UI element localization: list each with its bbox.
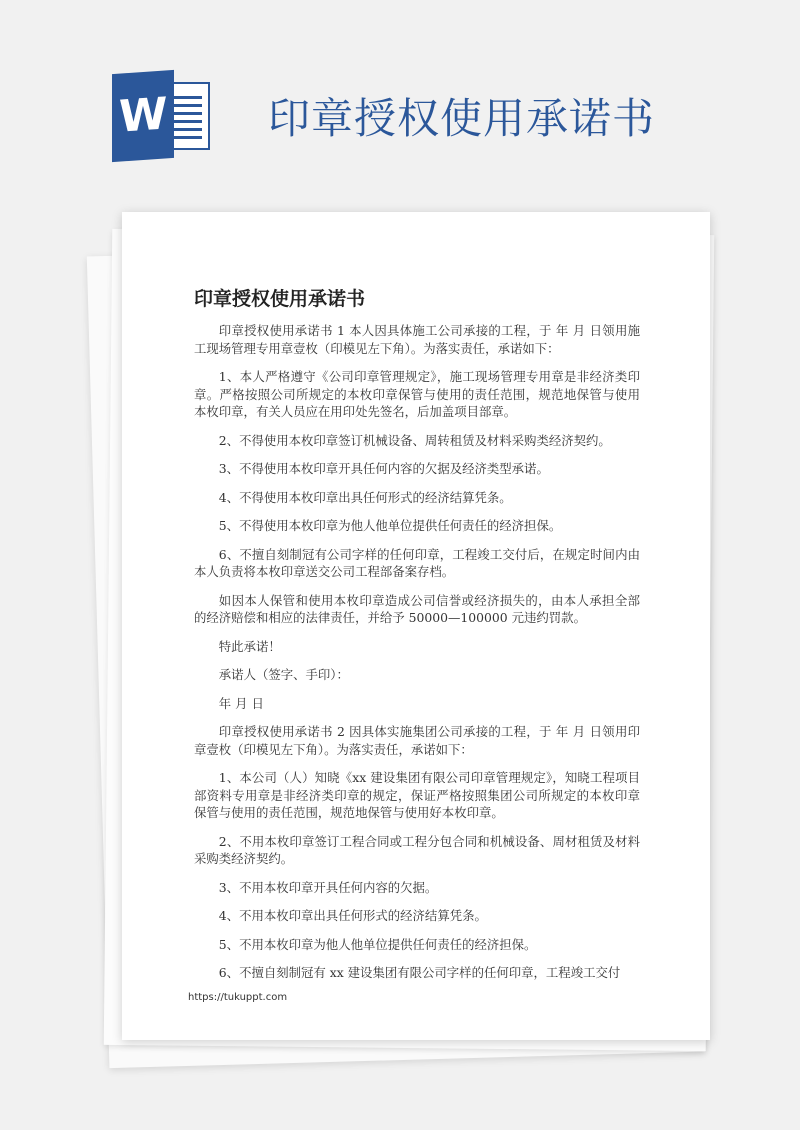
paragraph: 6、不擅自刻制冠有 xx 建设集团有限公司字样的任何印章，工程竣工交付 bbox=[218, 965, 621, 980]
paragraph: 特此承诺！ bbox=[218, 638, 281, 654]
document-body bbox=[194, 322, 640, 993]
paragraph: 5、不用本枚印章为他人他单位提供任何责任的经济担保。 bbox=[218, 936, 537, 952]
paragraph: 1、本公司（人）知晓《xx 建设集团有限公司印章管理规定》，知晓工程项目部资料专用章是非经济类印章的规定，保证严格按照集团公司所规定的本枚印章保管与使用的责任范围，规范地保管与使用好本枚印章。 bbox=[194, 770, 640, 820]
paragraph: 2、不用本枚印章签订工程合同或工程分包合同和机械设备、周材租赁及材料采购类经济契约。 bbox=[194, 833, 640, 866]
paragraph: 印章授权使用承诺书 2 因具体实施集团公司承接的工程，于 年 月 日领用印章壹枚（印模见左下角）。为落实责任，承诺如下： bbox=[194, 724, 640, 757]
paragraph: 5、不得使用本枚印章为他人他单位提供任何责任的经济担保。 bbox=[218, 518, 562, 533]
paragraph: 3、不用本枚印章开具任何内容的欠据。 bbox=[218, 879, 438, 895]
paragraph: 4、不用本枚印章出具任何形式的经济结算凭条。 bbox=[218, 908, 487, 923]
word-document-icon bbox=[112, 72, 212, 160]
page-title: 印章授权使用承诺书 bbox=[268, 94, 656, 143]
paragraph: 年 月 日 bbox=[218, 695, 264, 711]
document-page bbox=[122, 212, 710, 1040]
paragraph: 印章授权使用承诺书 1 本人因具体施工公司承接的工程，于 年 月 日领用施工现场管理专用章壹枚（印模见左下角）。为落实责任，承诺如下： bbox=[194, 323, 640, 356]
document-title: 印章授权使用承诺书 bbox=[194, 288, 366, 310]
footer-url: https://tukuppt.com bbox=[188, 992, 288, 1003]
paragraph: 3、不得使用本枚印章开具任何内容的欠据及经济类型承诺。 bbox=[218, 461, 549, 476]
paragraph: 如因本人保管和使用本枚印章造成公司信誉或经济损失的，由本人承担全部的经济赔偿和相应的法律责任，并给予 50000—100000 元违约罚款。 bbox=[194, 592, 640, 625]
paragraph: 1、本人严格遵守《公司印章管理规定》，施工现场管理专用章是非经济类印章。严格按照公司所规定的本枚印章保管与使用的责任范围，规范地保管与使用本枚印章，有关人员应在用印处先签名，后加盖项目部章。 bbox=[194, 369, 640, 419]
word-w-letter: W bbox=[112, 70, 174, 162]
paragraph: 承诺人（签字、手印）： bbox=[218, 667, 349, 682]
paragraph: 2、不得使用本枚印章签订机械设备、周转租赁及材料采购类经济契约。 bbox=[218, 432, 611, 448]
paragraph: 6、不擅自刻制冠有公司字样的任何印章，工程竣工交付后，在规定时间内由本人负责将本枚印章送交公司工程部备案存档。 bbox=[194, 546, 640, 579]
paragraph: 4、不得使用本枚印章出具任何形式的经济结算凭条。 bbox=[218, 489, 512, 505]
